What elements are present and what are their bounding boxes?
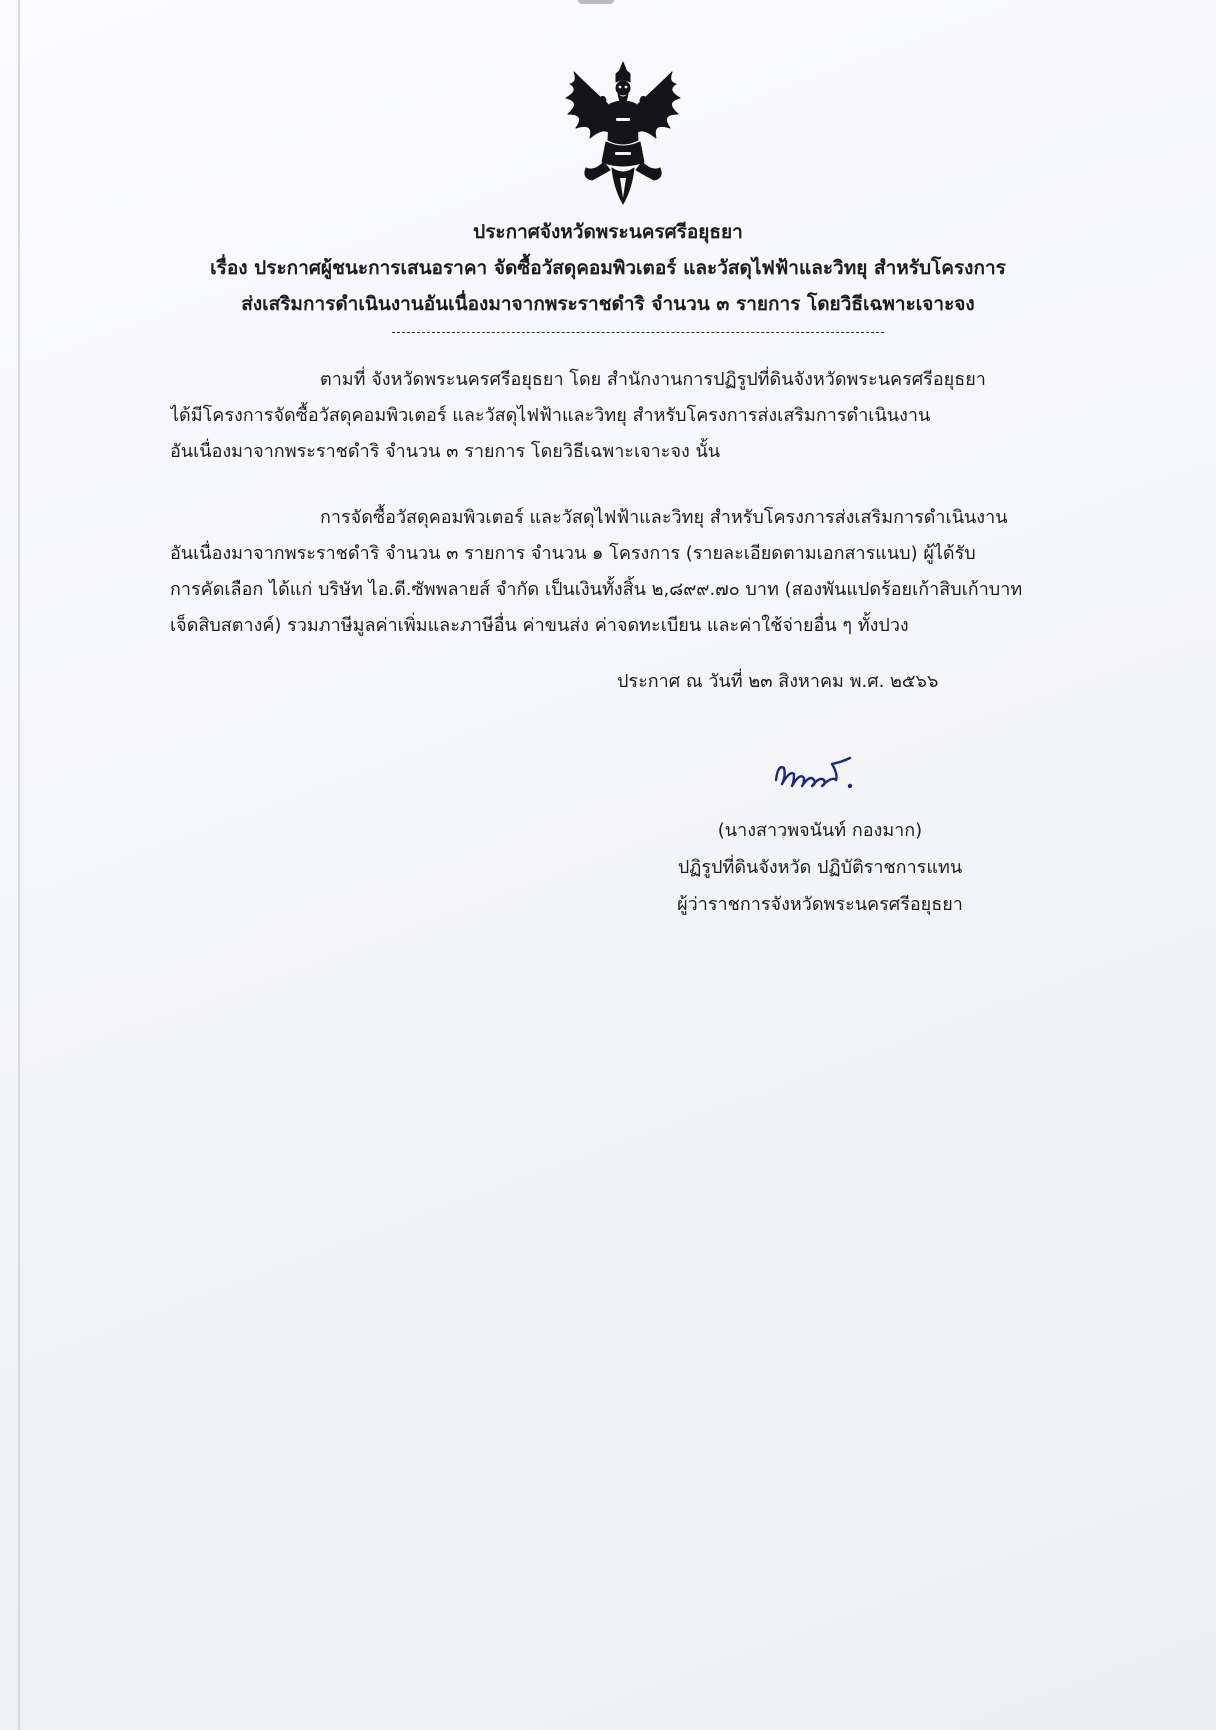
paragraph-1-line-2: ได้มีโครงการจัดซื้อวัสดุคอมพิวเตอร์ และวัสดุไฟฟ้าและวิทยุ สำหรับโครงการส่งเสริมการดำเนินงาน	[170, 405, 931, 426]
paragraph-1-line-1: ตามที่ จังหวัดพระนครศรีอยุธยา โดย สำนักงานการปฏิรูปที่ดินจังหวัดพระนครศรีอยุธยา	[320, 369, 986, 390]
signer-block	[640, 812, 1000, 923]
page-edge	[18, 0, 20, 1730]
document-title: ประกาศจังหวัดพระนครศรีอยุธยา	[473, 221, 743, 243]
scan-mark	[578, 0, 614, 4]
signer-position-1: ปฏิรูปที่ดินจังหวัด ปฏิบัติราชการแทน	[677, 857, 963, 878]
document-header	[120, 214, 1096, 322]
garuda-emblem-icon	[560, 58, 686, 208]
subject-line-1: เรื่อง ประกาศผู้ชนะการเสนอราคา จัดซื้อวัสดุคอมพิวเตอร์ และวัสดุไฟฟ้าและวิทยุ สำหรับโครงการ	[210, 257, 1006, 279]
paragraph-2-line-2: อันเนื่องมาจากพระราชดำริ จำนวน ๓ รายการ จำนวน ๑ โครงการ (รายละเอียดตามเอกสารแนบ) ผู้ได้รับ	[170, 543, 976, 564]
paragraph-2-line-4: เจ็ดสิบสตางค์) รวมภาษีมูลค่าเพิ่มและภาษีอื่น ค่าขนส่ง ค่าจดทะเบียน และค่าใช้จ่ายอื่น ๆ ทั้งปวง	[170, 615, 909, 636]
signer-position-2: ผู้ว่าราชการจังหวัดพระนครศรีอยุธยา	[677, 894, 963, 915]
signer-name: (นางสาวพจนันท์ กองมาก)	[717, 820, 923, 841]
paragraph-1	[170, 362, 1100, 470]
paragraph-2-line-3: การคัดเลือก ได้แก่ บริษัท ไอ.ดี.ซัพพลายส์ จำกัด เป็นเงินทั้งสิ้น ๒,๘๙๙.๗๐ บาท (สองพันแปดร้อยเก้าสิบเก้าบาท	[170, 579, 1023, 600]
header-divider	[392, 332, 884, 333]
paragraph-1-line-3: อันเนื่องมาจากพระราชดำริ จำนวน ๓ รายการ โดยวิธีเฉพาะเจาะจง นั้น	[170, 441, 721, 462]
handwritten-signature	[772, 750, 856, 796]
subject-line-2: ส่งเสริมการดำเนินงานอันเนื่องมาจากพระราชดำริ จำนวน ๓ รายการ โดยวิธีเฉพาะเจาะจง	[241, 293, 975, 315]
paragraph-2-line-1: การจัดซื้อวัสดุคอมพิวเตอร์ และวัสดุไฟฟ้าและวิทยุ สำหรับโครงการส่งเสริมการดำเนินงาน	[320, 507, 1008, 528]
paragraph-2	[170, 500, 1100, 644]
announcement-date: ประกาศ ณ วันที่ ๒๓ สิงหาคม พ.ศ. ๒๕๖๖	[617, 671, 939, 692]
